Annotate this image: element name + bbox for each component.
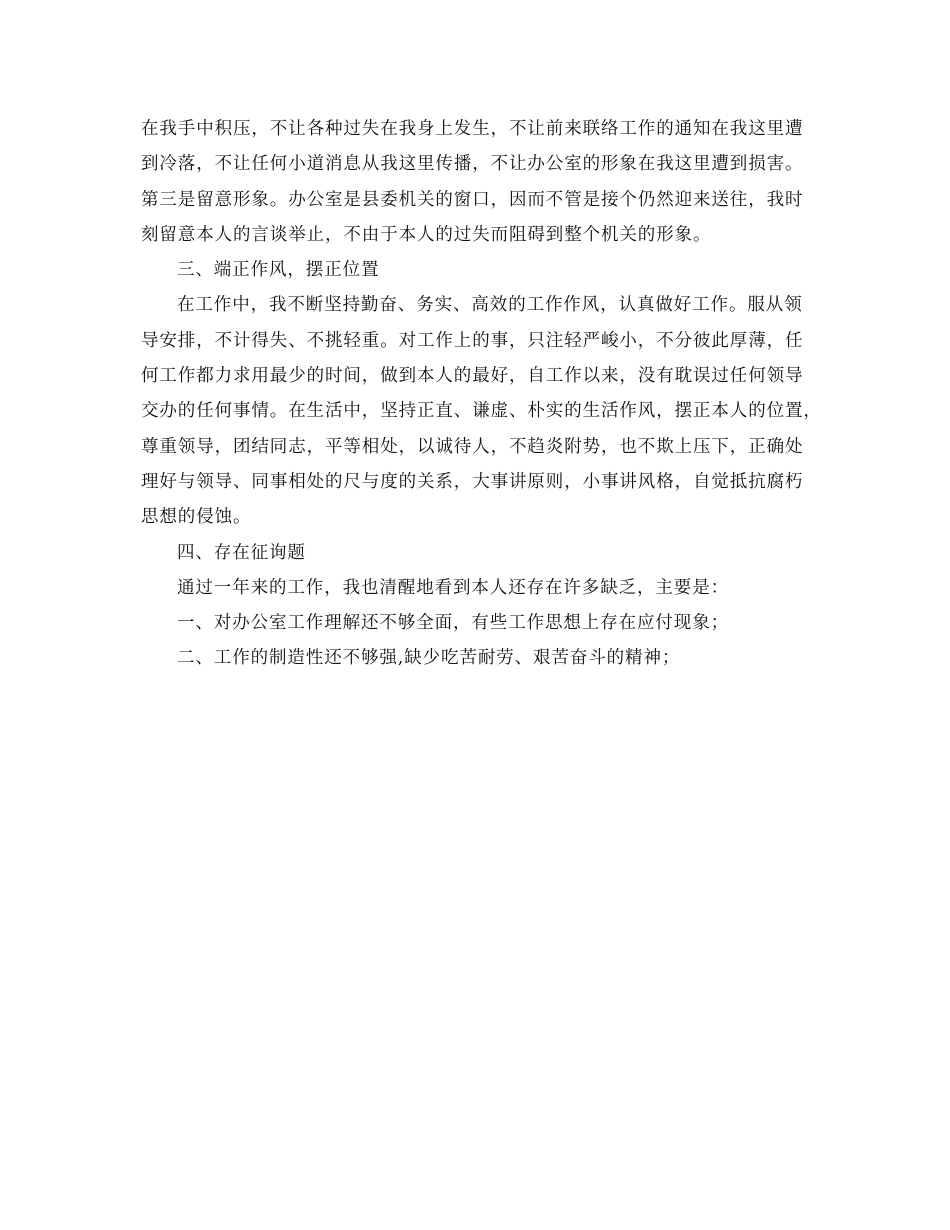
paragraph-line: 导安排，不计得失、不挑轻重。对工作上的事，只注轻严峻小，不分彼此厚薄，任	[141, 330, 804, 351]
list-item: 二、工作的制造性还不够强,缺少吃苦耐劳、艰苦奋斗的精神；	[177, 648, 681, 669]
paragraph-line: 尊重领导，团结同志，平等相处，以诚待人，不趋炎附势，也不欺上压下，正确处	[141, 436, 804, 457]
paragraph-line: 刻留意本人的言谈举止，不由于本人的过失而阻碍到整个机关的形象。	[141, 224, 712, 245]
paragraph-line: 思想的侵蚀。	[141, 507, 252, 528]
document-body	[141, 112, 821, 677]
list-item: 一、对办公室工作理解还不够全面，有些工作思想上存在应付现象；	[177, 613, 729, 634]
paragraph-line: 第三是留意形象。办公室是县委机关的窗口，因而不管是接个仍然迎来送往，我时	[141, 189, 804, 210]
paragraph-line: 通过一年来的工作，我也清醒地看到本人还存在许多缺乏，主要是：	[177, 577, 729, 598]
paragraph-line: 何工作都力求用最少的时间，做到本人的最好，自工作以来，没有耽误过任何领导	[141, 366, 804, 387]
section-heading: 四、存在征询题	[177, 542, 306, 563]
paragraph-line: 在工作中，我不断坚持勤奋、务实、高效的工作作风，认真做好工作。服从领	[177, 295, 803, 316]
paragraph-line: 到冷落，不让任何小道消息从我这里传播，不让办公室的形象在我这里遭到损害。	[141, 154, 804, 175]
paragraph-line: 交办的任何事情。在生活中，坚持正直、谦虚、朴实的生活作风，摆正本人的位置，	[141, 401, 822, 422]
paragraph-line: 理好与领导、同事相处的尺与度的关系，大事讲原则，小事讲风格，自觉抵抗腐朽	[141, 471, 804, 492]
paragraph-line: 在我手中积压，不让各种过失在我身上发生，不让前来联络工作的通知在我这里遭	[141, 119, 804, 139]
section-heading: 三、端正作风，摆正位置	[177, 260, 380, 281]
